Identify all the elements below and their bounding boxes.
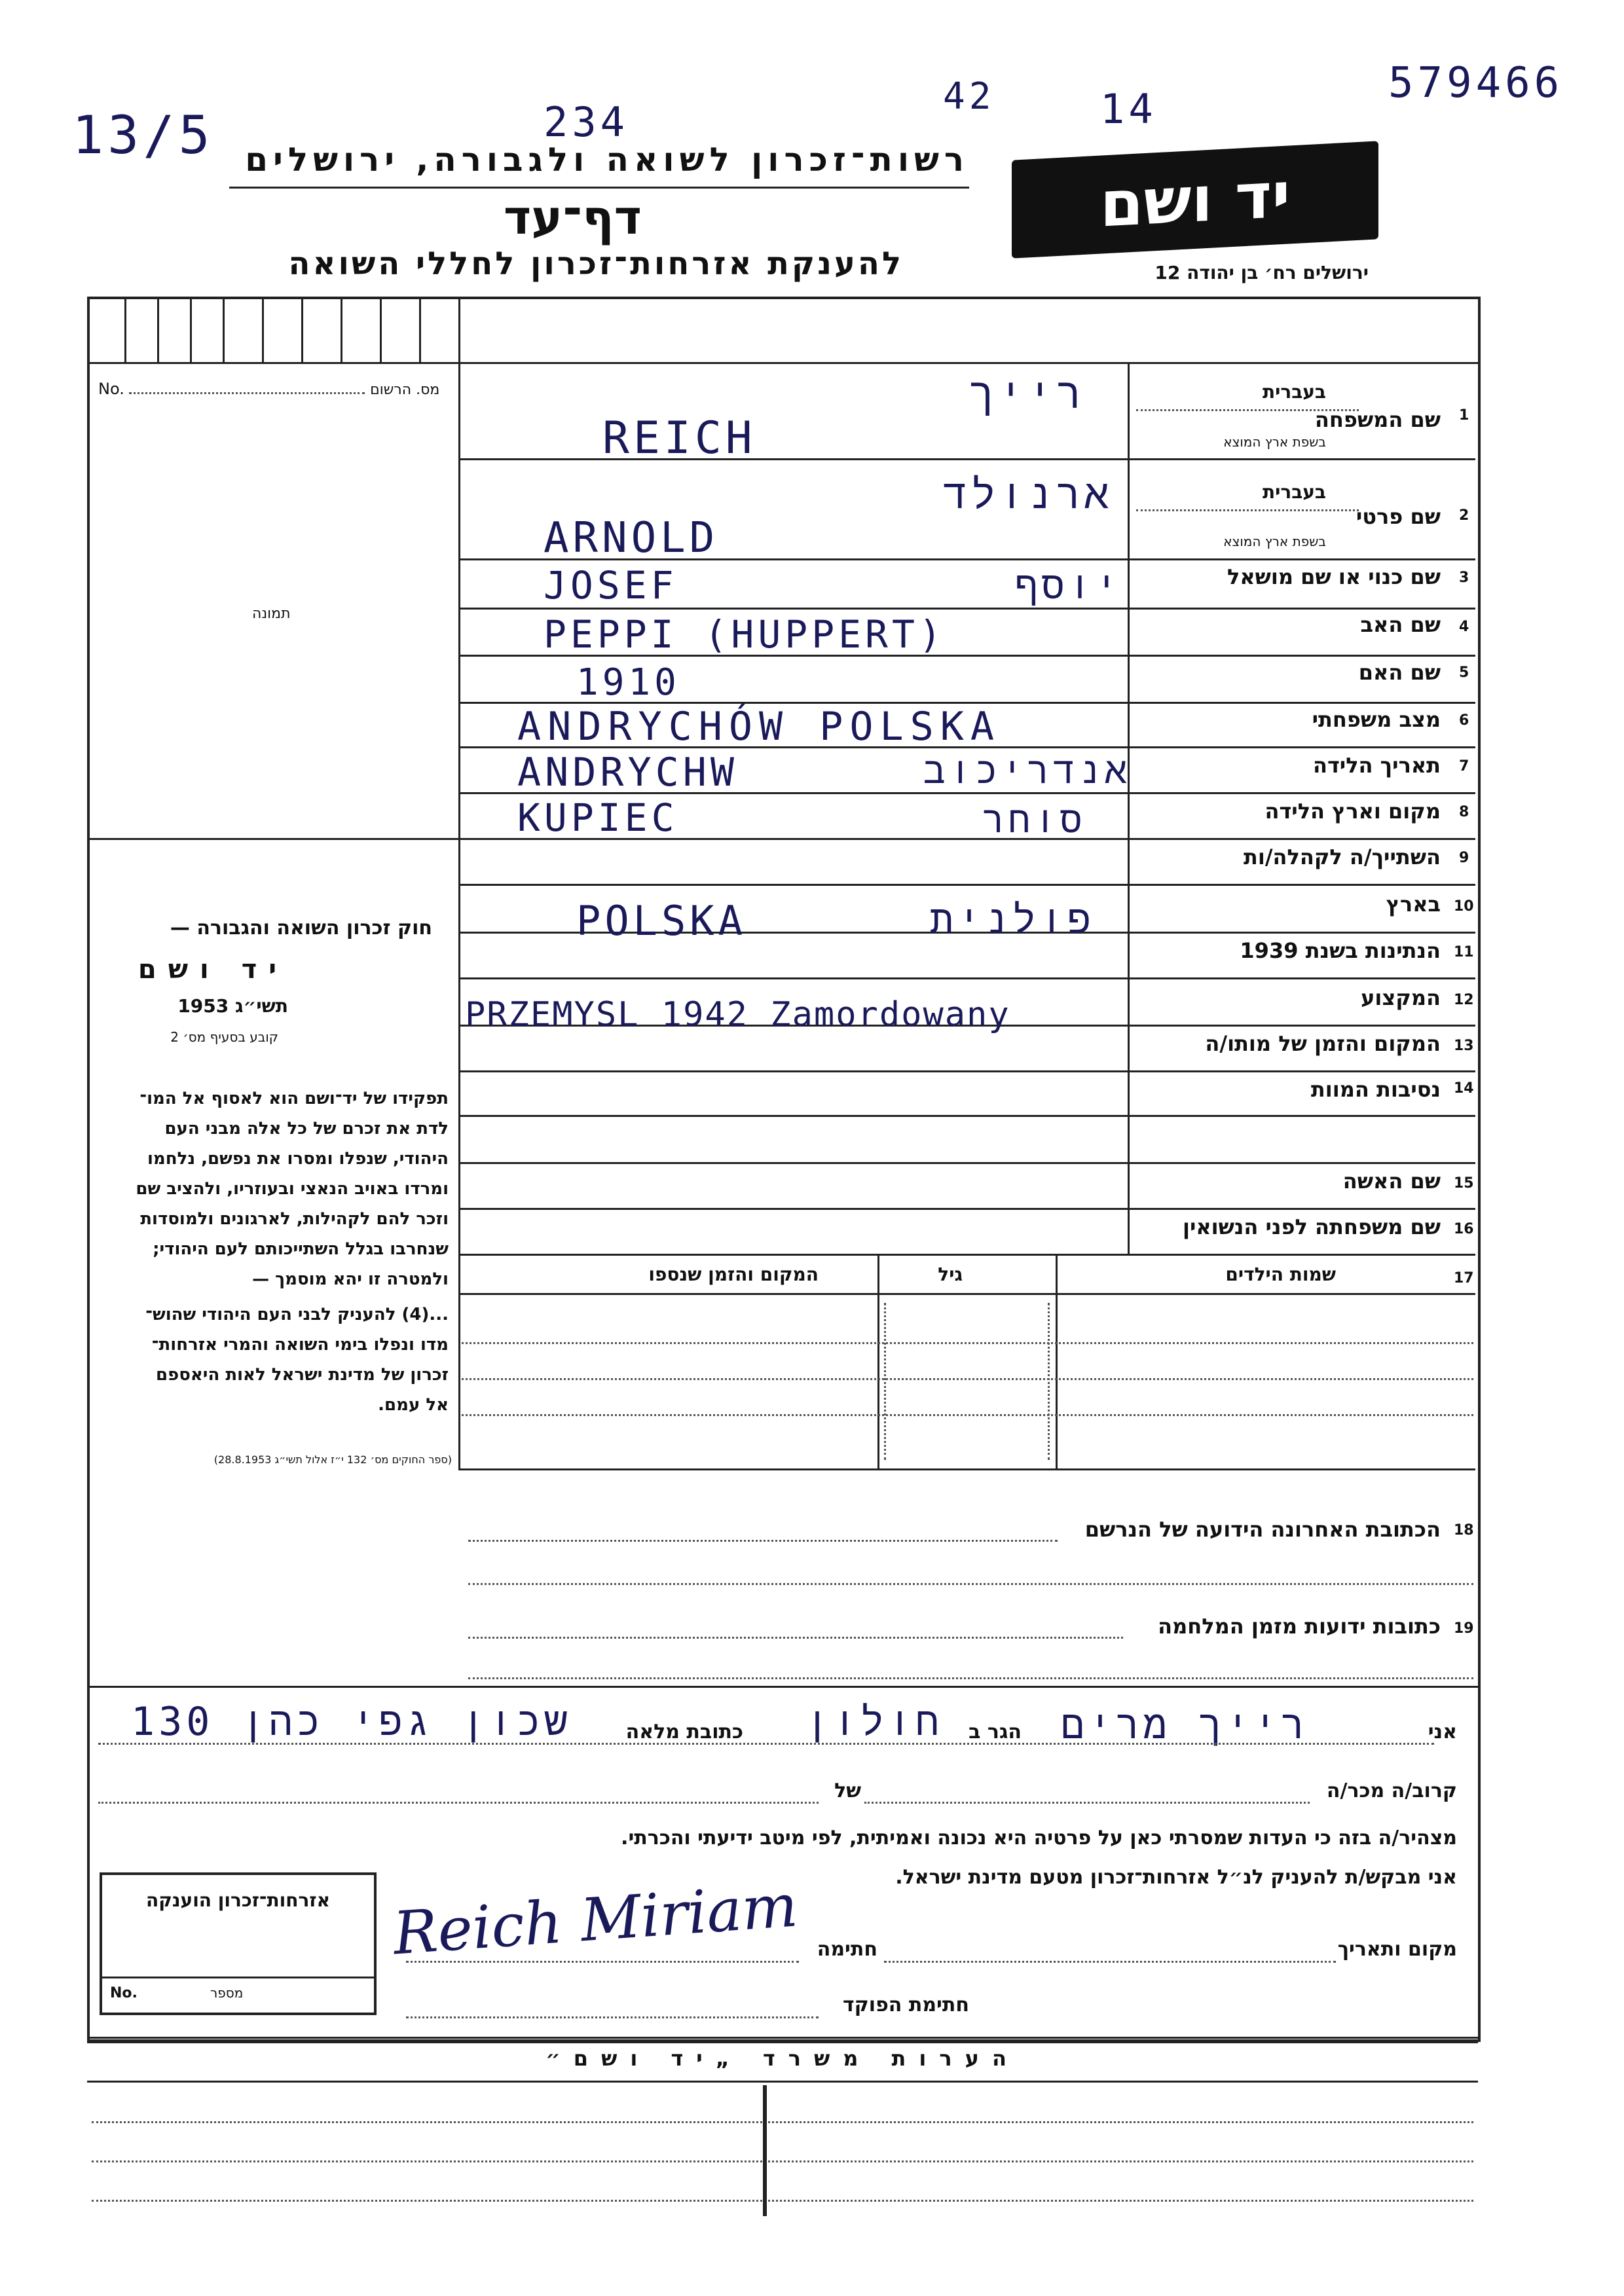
declaration-request: אני מבקש/ת להעניק לנ״ל אזרחות־זכרון מטעם מדינת ישראל.	[895, 1866, 1457, 1889]
yad-vashem-logo	[1012, 141, 1378, 258]
citizenship-box-no: No.	[110, 1985, 138, 2001]
field-3-number: 3	[1459, 570, 1469, 586]
law-text-line: היהודי, שנפלו ומסרו את נפשם, נלחמו	[147, 1149, 449, 1169]
field-1-latin-value: REICH	[602, 412, 756, 464]
law-reference: (ספר החוקים מס׳ 132 י״ז אלול תשי״ג 28.8.1953)	[213, 1453, 452, 1466]
law-text-line: אל עמם.	[378, 1395, 449, 1415]
field-18-label: הכתובת האחרונה הידועה של הנרשם	[1084, 1517, 1441, 1542]
field-6-latin-value: ANDRYCHÓW POLSKA	[517, 704, 1001, 750]
field-1-sub-bottom: בשפת ארץ המוצא	[1223, 434, 1326, 450]
annotation-top-center-c: 14	[1100, 85, 1157, 133]
field-15-number: 15	[1454, 1175, 1474, 1192]
field-18-number: 18	[1454, 1522, 1474, 1539]
field-8-latin-value: KUPIEC	[517, 795, 678, 840]
field-5-number: 5	[1459, 665, 1469, 681]
law-clause: קובע בסעיף מס׳ 2	[170, 1029, 278, 1045]
document-title: דף־עד	[503, 190, 642, 245]
declaration-of-label: של	[834, 1779, 861, 1802]
field-3-label: שם כנוי או שם מושאל	[1227, 564, 1441, 589]
children-col-names: שמות הילדים	[1225, 1264, 1336, 1285]
declaration-relative-label: קרוב/ה מכר/ה	[1326, 1779, 1457, 1802]
authority-title: רשות־זכרון לשואה ולגבורה, ירושלים	[245, 141, 969, 179]
field-14-number: 14	[1454, 1080, 1474, 1097]
annotation-top-left: 13/5	[72, 105, 214, 166]
law-heading: חוק זכרון השואה והגבורה —	[170, 917, 432, 939]
field-2-label: שם פרטי	[1356, 504, 1441, 529]
field-8-number: 8	[1459, 804, 1469, 820]
law-text-2	[95, 1300, 449, 1420]
field-10-latin-value: POLSKA	[576, 897, 747, 945]
children-col-place: המקום והזמן שנספו	[648, 1264, 819, 1285]
field-8-label: מקום וארץ הלידה	[1264, 799, 1441, 824]
field-4-label: שם האב	[1360, 612, 1441, 637]
logo-text: יד ושם	[1099, 158, 1291, 242]
annotation-top-center-a: 234	[544, 98, 629, 146]
law-name: יד ושם	[138, 955, 288, 985]
reg-no-label: מס. הרשום	[370, 382, 440, 398]
field-1-sub-top: בעברית	[1262, 381, 1326, 403]
field-16-number: 16	[1454, 1221, 1474, 1237]
reg-no-prefix: No.	[98, 380, 124, 398]
field-10-label: בארץ	[1386, 892, 1441, 917]
field-2-heb-value: ארנולד	[943, 470, 1113, 518]
field-5-latin-value: 1910	[576, 661, 680, 704]
field-9-label: השתייך/ה לקהלה/ות	[1243, 845, 1441, 869]
field-11-number: 11	[1454, 944, 1474, 960]
law-text-line: ולמטרה זו יהא מוסמך —	[252, 1269, 449, 1289]
field-10-number: 10	[1454, 898, 1474, 915]
law-text-line: לדת את זכרם של כל אלה מבני העם	[164, 1119, 449, 1139]
document-subtitle: להענקת אזרחות־זכרון לחללי השואה	[288, 246, 904, 282]
field-3-heb-value: יוסף	[1015, 563, 1122, 608]
law-text-line: שנחרבו בגלל השתייכותם לעם היהודי;	[153, 1239, 449, 1259]
field-4-latin-value: PEPPI (HUPPERT)	[544, 612, 946, 657]
law-text-line: ...(4) להעניק לבני העם היהודי שהוש־	[145, 1305, 449, 1324]
field-12-number: 12	[1454, 992, 1474, 1008]
photo-label: תמונה	[252, 606, 291, 622]
declaration-live-in-value: חולון	[805, 1699, 944, 1745]
field-8-heb-value: סוחר	[982, 799, 1086, 841]
field-6-number: 6	[1459, 712, 1469, 729]
citizenship-granted-box	[100, 1872, 377, 2015]
field-10-heb-value: פולנית	[930, 897, 1096, 943]
field-2-sub-top: בעברית	[1262, 481, 1326, 503]
officer-signature-label: חתימת הפוקד	[843, 1994, 969, 2016]
law-year: תשי״ג 1953	[177, 995, 288, 1017]
field-2-latin-value: ARNOLD	[544, 514, 719, 562]
registration-number	[98, 380, 452, 398]
field-11-label: הנתינות בשנת 1939	[1240, 938, 1441, 963]
signature-value: Reich Miriam	[391, 1871, 800, 1969]
field-17-number: 17	[1454, 1270, 1474, 1286]
annotation-top-center-b: 42	[943, 75, 995, 118]
children-col-age: גיל	[938, 1264, 963, 1285]
field-12-latin-value: PRZEMYSL 1942 Zamordowany	[465, 995, 1010, 1034]
citizenship-box-title: אזרחות־זכרון הוענקה	[146, 1889, 330, 1911]
annotation-top-right: 579466	[1388, 59, 1564, 107]
field-6-label: מצב משפחתי	[1312, 707, 1441, 732]
field-9-number: 9	[1459, 850, 1469, 866]
field-7-latin-value: ANDRYCHW	[517, 750, 738, 795]
address-line: ירושלים רח׳ בן יהודה 12	[1154, 262, 1369, 283]
law-text	[95, 1084, 449, 1294]
law-text-line: ומרדו באויב הנאצי ובעוזריו, ולהציב שם	[136, 1179, 449, 1199]
declaration-full-address-label: כתובת מלאה	[625, 1721, 743, 1743]
field-4-number: 4	[1459, 619, 1469, 635]
law-text-line: מדו ונפלו בימי השואה והמרי אזרחות־	[151, 1335, 449, 1355]
field-19-label: כתובות ידועות מזמן המלחמה	[1158, 1614, 1441, 1639]
field-12-label: המקצוע	[1361, 985, 1441, 1010]
field-13-number: 13	[1454, 1038, 1474, 1054]
field-3-latin-value: JOSEF	[544, 563, 678, 608]
field-7-heb-value: אנדריכוב	[923, 750, 1131, 792]
field-13-label: המקום והזמן של מותו/ה	[1205, 1031, 1441, 1056]
law-text-line: וזכר להם לקהילות, לארגונים ולמוסדות	[140, 1209, 449, 1229]
field-1-heb-value: רייך	[969, 370, 1086, 418]
field-2-number: 2	[1459, 507, 1469, 524]
field-1-label: שם המשפחה	[1314, 407, 1441, 432]
declaration-statement: מצהיר/ה בזה כי העדות שמסרתי כאן על פרטיה היא נכונה ואמיתית, לפי מיטב ידיעתי והכרתי.	[621, 1827, 1457, 1850]
citizenship-box-number-label: מספר	[210, 1985, 244, 2001]
field-19-number: 19	[1454, 1620, 1474, 1637]
field-14-label: נסיבות המוות	[1310, 1077, 1441, 1102]
field-7-label: תאריך הלידה	[1312, 753, 1441, 778]
field-2-sub-bottom: בשפת ארץ המוצא	[1223, 534, 1326, 549]
law-text-line: זכרון של מדינת ישראל לאות היאספם	[156, 1365, 449, 1385]
field-1-number: 1	[1459, 407, 1469, 424]
signature-label: חתימה	[817, 1938, 877, 1961]
field-7-number: 7	[1459, 758, 1469, 774]
place-date-label: מקום ותאריך	[1337, 1938, 1457, 1961]
declaration-live-in-label: הגר ב	[969, 1721, 1022, 1743]
office-notes-title: הערות משרד „יד ושם״	[545, 2046, 1020, 2071]
field-15-label: שם האשה	[1342, 1169, 1441, 1194]
field-5-label: שם האם	[1358, 660, 1441, 685]
declaration-i-label: אני	[1428, 1721, 1457, 1743]
declaration-i-value: רייך מרים	[1061, 1702, 1309, 1748]
field-16-label: שם משפחתה לפני הנשואין	[1182, 1214, 1441, 1239]
declaration-full-address-value: שכון גפי כהן 130	[131, 1699, 572, 1745]
law-text-line: תפקידו של יד־ושם הוא לאסוף אל המו־	[139, 1089, 449, 1108]
